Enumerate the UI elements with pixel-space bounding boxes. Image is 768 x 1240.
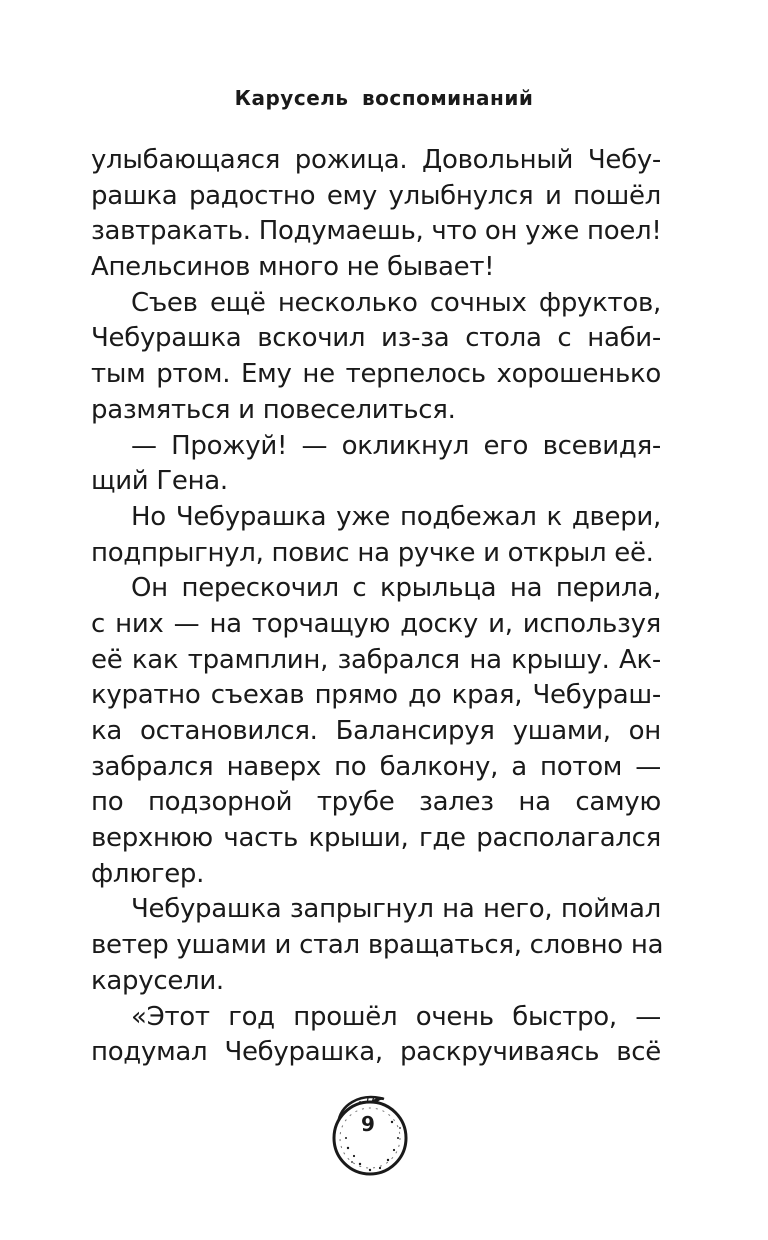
running-header: Карусель воспоминаний (234, 86, 534, 110)
text-line: рашка радостно ему улыбнулся и пошёл (91, 180, 661, 211)
text-line: забрался наверх по балкону, а потом — (91, 751, 661, 782)
text-line: подпрыгнул, повис на ручке и открыл её. (91, 537, 654, 568)
text-line: верхнюю часть крыши, где располагался (91, 823, 661, 854)
text-line: флюгер. (91, 858, 205, 889)
text-line: её как трамплин, забрался на крышу. Ак- (91, 644, 661, 675)
text-line: завтракать. Подумаешь, что он уже поел! (91, 216, 662, 247)
text-line: с них — на торчащую доску и, используя (91, 608, 661, 639)
text-line: Чебурашка запрыгнул на него, поймал (131, 894, 661, 925)
text-line: подумал Чебурашка, раскручиваясь всё (91, 1037, 661, 1068)
text-line: карусели. (91, 965, 224, 996)
text-line: — Прожуй! — окликнул его всевидя- (131, 430, 661, 461)
text-line: улыбающаяся рожица. Довольный Чебу- (91, 145, 661, 175)
text-line: размяться и повеселиться. (91, 394, 456, 425)
text-line: Он перескочил с крыльца на перила, (131, 573, 661, 604)
text-line: ка остановился. Балансируя ушами, он (91, 716, 661, 746)
page-number: 9 (361, 1112, 375, 1136)
text-line: Но Чебурашка уже подбежал к двери, (131, 501, 661, 532)
body-text (91, 143, 664, 1071)
text-line: «Этот год прошёл очень быстро, — (131, 1001, 661, 1032)
text-line: Съев ещё несколько сочных фруктов, (131, 287, 661, 318)
text-line: щий Гена. (91, 466, 228, 497)
text-line: ветер ушами и стал вращаться, словно на (91, 930, 664, 961)
text-line: тым ртом. Ему не терпелось хорошенько (91, 359, 661, 390)
text-line: Апельсинов много не бывает! (91, 252, 495, 283)
text-line: по подзорной трубе залез на самую (91, 787, 661, 818)
text-line: куратно съехав прямо до края, Чебураш- (91, 680, 661, 711)
text-line: Чебурашка вскочил из-за стола с наби- (91, 323, 661, 354)
